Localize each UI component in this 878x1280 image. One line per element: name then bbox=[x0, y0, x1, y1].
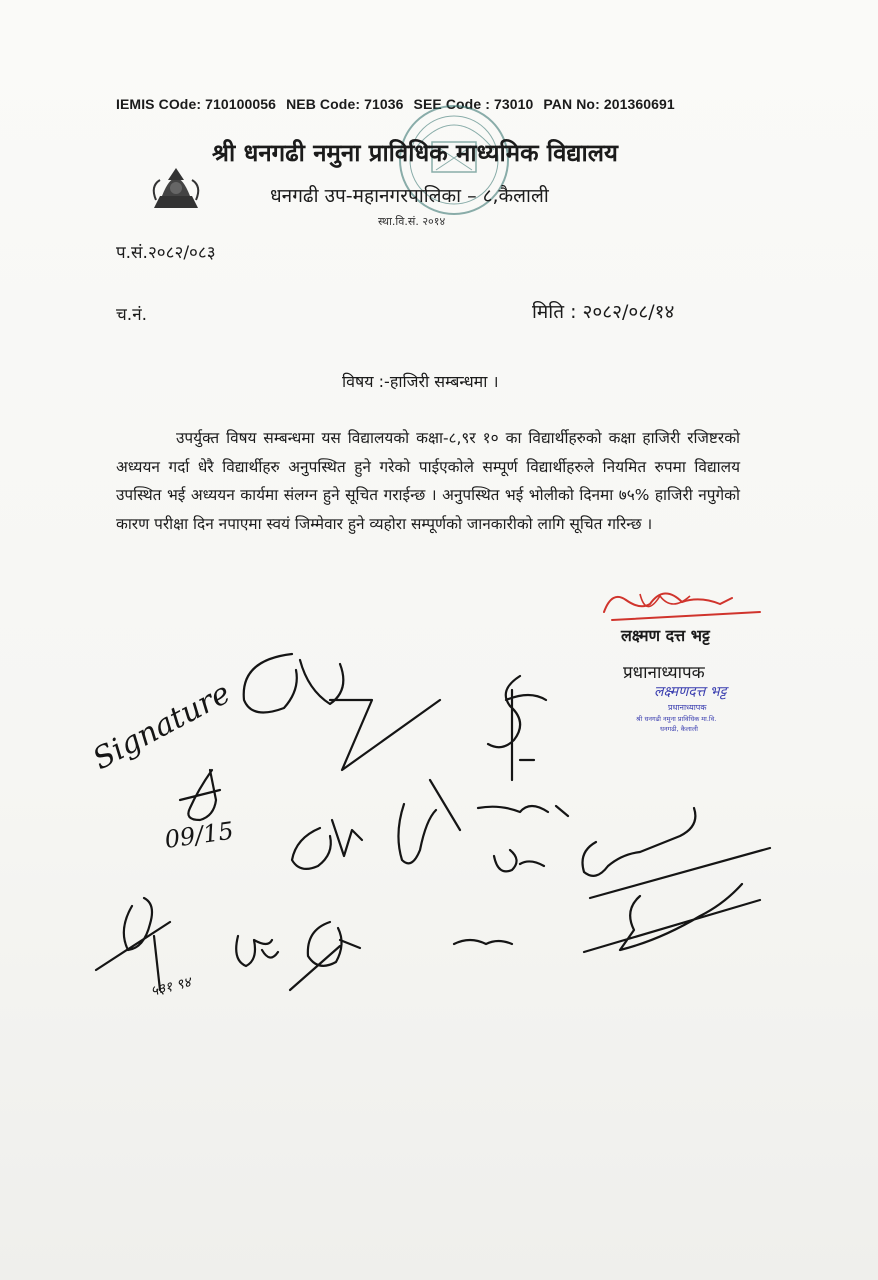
signature-13 bbox=[454, 940, 512, 944]
letter-date: मिति : २०८२/०८/१४ bbox=[532, 301, 675, 323]
stamp-school: श्री धनगढी नमुना प्राविधिक मा.वि. bbox=[636, 715, 717, 723]
svg-text:Signature: Signature bbox=[87, 675, 237, 778]
stamp-address: धनगढी, कैलाली bbox=[660, 725, 698, 733]
signature-4-date: 09/15 bbox=[162, 816, 236, 854]
signature-9 bbox=[584, 884, 760, 952]
signature-1 bbox=[87, 676, 236, 777]
letter-subject: विषय :-हाजिरी सम्बन्धमा । bbox=[342, 372, 499, 391]
signature-10-note: ५३१ ९४ bbox=[149, 974, 193, 1000]
signature-5 bbox=[292, 820, 362, 869]
signature-2 bbox=[244, 654, 440, 770]
signature-7 bbox=[494, 850, 544, 871]
school-name: श्री धनगढी नमुना प्राविधिक माध्यमिक विद्यालय bbox=[212, 139, 618, 167]
established-year: स्था.वि.सं. २०१४ bbox=[378, 215, 446, 228]
dispatch-number: च.नं. bbox=[116, 305, 148, 325]
signatory-title: प्रधानाध्यापक bbox=[623, 663, 705, 683]
signature-3 bbox=[488, 676, 546, 780]
signatory-name: लक्ष्मण दत्त भट्ट bbox=[621, 626, 710, 645]
stamp-title: प्रधानाध्यापक bbox=[668, 703, 707, 712]
school-address: धनगढी उप-महानगरपालिका – ८,कैलाली bbox=[270, 185, 549, 207]
see-code: SEE Code : 73010 bbox=[413, 96, 534, 112]
iemis-code: IEMIS COde: 710100056 bbox=[116, 96, 277, 112]
neb-code: NEB Code: 71036 bbox=[286, 96, 404, 112]
letter-reference-number: प.सं.२०८२/०८३ bbox=[116, 243, 216, 263]
letter-body: उपर्युक्त विषय सम्बन्धमा यस विद्यालयको कक्षा-८,९र १० का विद्यार्थीहरुको कक्षा हाजिरी रजिष्टरको अध्ययन गर्दा धेरै विद्यार्थीहरु अनुपस्थित हुने गरेको पाईएकोले सम्पूर्ण विद्यार्थीहरुले नियमित रुपमा विद्यालय उपस्थित भई अध्ययन कार्यमा संलग्न हुने सूचित गराईन्छ । अनुपस्थित भई भोलीको दिनमा ७५% हाजिरी नपुगेको कारण परीक्षा दिन नपाएमा स्वयं जिम्मेवार हुने व्यहोरा सम्पूर्णको जानकारीको लागि सूचित गरिन्छ । bbox=[116, 429, 740, 533]
pan-number: PAN No: 201360691 bbox=[543, 96, 675, 112]
signature-11 bbox=[236, 936, 278, 966]
signature-10 bbox=[96, 898, 170, 990]
signature-12 bbox=[290, 922, 360, 990]
signature-4 bbox=[180, 770, 220, 820]
signature-6 bbox=[398, 780, 568, 863]
stamp-name: लक्ष्मणदत्त भट्ट bbox=[654, 684, 727, 700]
